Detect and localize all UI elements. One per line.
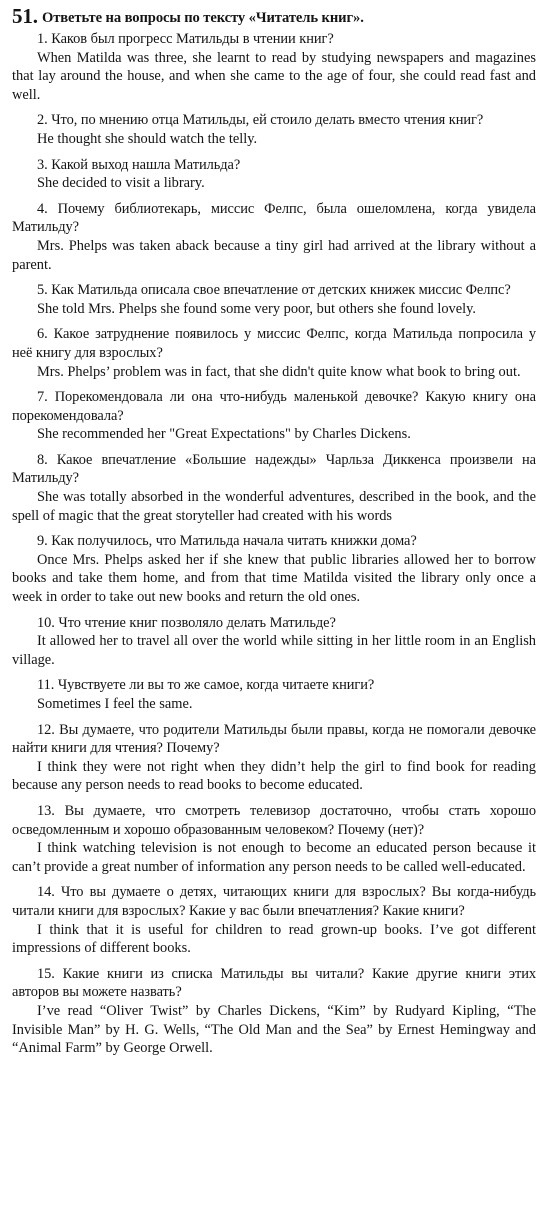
question-7: 7. Порекомендовала ли она что-нибудь маленькой девочке? Какую книгу она порекомендовала? bbox=[12, 389, 536, 424]
answer-15: I’ve read “Oliver Twist” by Charles Dickens, “Kim” by Rudyard Kipling, “The Invisible Man” by H. G. Wells, “The Old Man and the Sea” by Ernest Hemingway and “Animal Farm” by George Orwell. bbox=[12, 1002, 536, 1057]
exercise-instruction: Ответьте на вопросы по тексту «Читатель книг». bbox=[41, 10, 364, 26]
answer-3: She decided to visit a library. bbox=[37, 175, 205, 192]
answer-14: I think that it is useful for children to read grown-up books. I’ve got different impressions of different books. bbox=[12, 921, 536, 957]
question-12: 12. Вы думаете, что родители Матильды были правы, когда не помогали девочке найти книги для чтения? Почему? bbox=[12, 721, 536, 757]
question-13: 13. Вы думаете, что смотреть телевизор достаточно, чтобы стать хорошо осведомленным и хорошо образованным человеком? Почему (нет)? bbox=[12, 802, 536, 838]
qa-item-13 bbox=[12, 802, 536, 876]
qa-item-12 bbox=[12, 721, 536, 795]
question-1: 1. Каков был прогресс Матильды в чтении книг? bbox=[37, 31, 334, 47]
question-11: 11. Чувствуете ли вы то же самое, когда читаете книги? bbox=[37, 677, 375, 694]
question-6: 6. Какое затруднение появилось у миссис Фелпс, когда Матильда попросила у неё книгу для взрослых? bbox=[12, 326, 536, 361]
question-5: 5. Как Матильда описала свое впечатление от детских книжек миссис Фелпс? bbox=[37, 282, 511, 299]
answer-1: When Matilda was three, she learnt to read by studying newspapers and magazines that lay around the house, and when she came to the age of four, she could read fast and well. bbox=[12, 49, 536, 103]
qa-item-11 bbox=[12, 676, 536, 713]
qa-item-6 bbox=[12, 325, 536, 381]
qa-item-9 bbox=[12, 532, 536, 606]
question-2: 2. Что, по мнению отца Матильды, ей стоило делать вместо чтения книг? bbox=[37, 112, 484, 129]
answer-11: Sometimes I feel the same. bbox=[37, 696, 193, 712]
answer-12: I think they were not right when they didn’t help the girl to find book for reading because any person needs to read books to become educated. bbox=[12, 758, 536, 794]
qa-item-2 bbox=[12, 111, 536, 148]
answer-9: Once Mrs. Phelps asked her if she knew that public libraries allowed her to borrow books and take them home, and from that time Matilda visited the library only once a week in order to take out new books and return the old ones. bbox=[12, 551, 536, 606]
answer-13: I think watching television is not enough to become an educated person because it can’t provide a great number of information any person needs to be called well-educated. bbox=[12, 840, 536, 875]
answer-6: Mrs. Phelps’ problem was in fact, that she didn't quite know what book to bring out. bbox=[37, 363, 521, 380]
qa-item-4 bbox=[12, 200, 536, 274]
question-8: 8. Какое впечатление «Большие надежды» Чарльза Диккенса произвели на Матильду? bbox=[12, 451, 536, 487]
question-10: 10. Что чтение книг позволяло делать Матильде? bbox=[37, 614, 336, 631]
qa-item-8 bbox=[12, 451, 536, 525]
question-15: 15. Какие книги из списка Матильды вы читали? Какие другие книги этих авторов вы можете назвать? bbox=[12, 965, 536, 1001]
qa-item-14 bbox=[12, 883, 536, 957]
exercise-number: 51. bbox=[12, 4, 38, 28]
answer-10: It allowed her to travel all over the world while sitting in her little room in an English village. bbox=[12, 633, 536, 668]
question-14: 14. Что вы думаете о детях, читающих книги для взрослых? Вы когда-нибудь читали книги для взрослых? Какие у вас были впечатления? Какие книги? bbox=[12, 884, 536, 919]
answer-4: Mrs. Phelps was taken aback because a tiny girl had arrived at the library without a parent. bbox=[12, 237, 536, 273]
qa-item-7 bbox=[12, 388, 536, 444]
answer-5: She told Mrs. Phelps she found some very poor, but others she found lovely. bbox=[37, 300, 476, 317]
answer-8: She was totally absorbed in the wonderful adventures, described in the book, and the spell of magic that the great storyteller had created with his words bbox=[12, 489, 536, 524]
answer-7: She recommended her "Great Expectations" by Charles Dickens. bbox=[37, 426, 411, 443]
qa-item-1 bbox=[12, 30, 536, 104]
answer-2: He thought she should watch the telly. bbox=[37, 130, 258, 147]
question-9: 9. Как получилось, что Матильда начала читать книжки дома? bbox=[37, 533, 417, 550]
qa-item-15 bbox=[12, 965, 536, 1058]
question-3: 3. Какой выход нашла Матильда? bbox=[37, 156, 241, 173]
qa-item-3 bbox=[12, 156, 536, 193]
qa-item-5 bbox=[12, 281, 536, 318]
question-4: 4. Почему библиотекарь, миссис Фелпс, была ошеломлена, когда увидела Матильду? bbox=[12, 200, 536, 236]
qa-item-10 bbox=[12, 614, 536, 670]
exercise-title bbox=[12, 6, 536, 28]
